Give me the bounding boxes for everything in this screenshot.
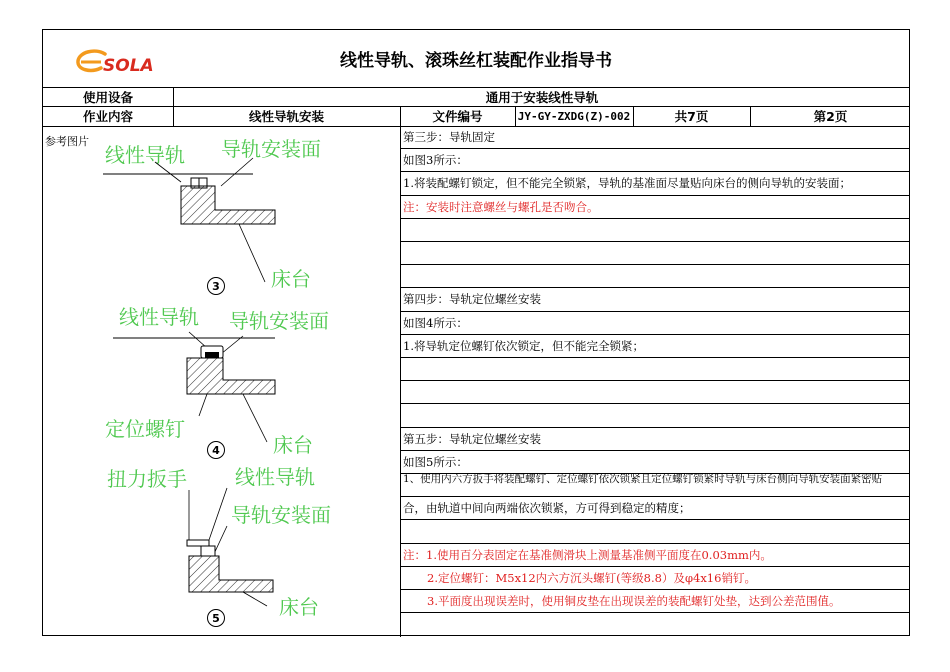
instruction-line: 1、使用内六方扳手将装配螺钉、定位螺钉依次锁紧且定位螺钉锁紧时导轨与床台侧向导轨安装面紧密贴 [400, 474, 909, 497]
document-title: 线性导轨、滚珠丝杠装配作业指导书 [340, 51, 612, 71]
fig4-label-rail: 线性导轨 [119, 305, 199, 329]
fig3-number: 3 [207, 277, 225, 295]
instruction-line: 如图3所示： [400, 149, 909, 172]
svg-text:SOLA: SOLA [103, 56, 154, 76]
instruction-line: 2.定位螺钉：M5x12内六方沉头螺钉(等级8.8）及φ4x16销钉。 [400, 567, 909, 590]
instruction-line: 如图4所示： [400, 312, 909, 335]
fig3-label-rail: 线性导轨 [105, 143, 185, 167]
fig5-label-wrench: 扭力扳手 [107, 467, 187, 491]
fig4-number: 4 [207, 441, 225, 459]
instruction-line [400, 381, 909, 404]
doc-no: JY-GY-ZXDG(Z)-002 [517, 109, 631, 123]
instruction-line [400, 358, 909, 381]
page-number: 第2页 [813, 109, 848, 124]
equipment-value: 通用于安装线性导轨 [485, 89, 599, 105]
fig4-label-bed: 床台 [273, 433, 313, 457]
instruction-sheet [42, 29, 910, 636]
instruction-line: 第三步：导轨固定 [400, 126, 909, 149]
fig3-label-bed: 床台 [271, 267, 311, 291]
equipment-label: 使用设备 [82, 89, 133, 105]
figure-4 [103, 302, 343, 462]
instruction-line [400, 404, 909, 427]
content-value: 线性导轨安装 [248, 109, 324, 124]
instruction-line: 合，由轨道中间向两端依次锁紧，方可得到稳定的精度； [400, 497, 909, 520]
fig5-label-rail: 线性导轨 [235, 465, 315, 489]
fig3-label-surface: 导轨安装面 [221, 137, 321, 161]
figure-3 [103, 134, 343, 294]
instruction-line: 注：安装时注意螺丝与螺孔是否吻合。 [400, 196, 909, 219]
instruction-line [400, 520, 909, 543]
fig5-label-bed: 床台 [279, 595, 319, 619]
instruction-line: 1.将导轨定位螺钉依次锁定，但不能完全锁紧； [400, 335, 909, 358]
instruction-line [400, 242, 909, 265]
content-label: 作业内容 [82, 109, 133, 124]
instruction-line: 第五步：导轨定位螺丝安装 [400, 428, 909, 451]
fig4-label-locator: 定位螺钉 [105, 417, 185, 441]
instruction-line: 1.将装配螺钉锁定，但不能完全锁紧，导轨的基准面尽量贴向床台的侧向导轨的安装面； [400, 172, 909, 195]
total-pages: 共7页 [674, 109, 709, 124]
figure-5 [103, 460, 343, 620]
fig5-number: 5 [207, 609, 225, 627]
instruction-line [400, 265, 909, 288]
instruction-line: 注：1.使用百分表固定在基准侧滑块上测量基准侧平面度在0.03mm内。 [400, 544, 909, 567]
doc-no-label: 文件编号 [432, 109, 483, 124]
instruction-line [400, 613, 909, 636]
instruction-line [400, 219, 909, 242]
instruction-line: 3.平面度出现误差时，使用铜皮垫在出现误差的装配螺钉处垫，达到公差范围值。 [400, 590, 909, 613]
fig5-label-surface: 导轨安装面 [231, 503, 331, 527]
reference-images-label: 参考图片 [45, 135, 89, 148]
instruction-line: 第四步：导轨定位螺丝安装 [400, 288, 909, 311]
fig4-label-surface: 导轨安装面 [229, 309, 329, 333]
instruction-line: 如图5所示： [400, 451, 909, 474]
